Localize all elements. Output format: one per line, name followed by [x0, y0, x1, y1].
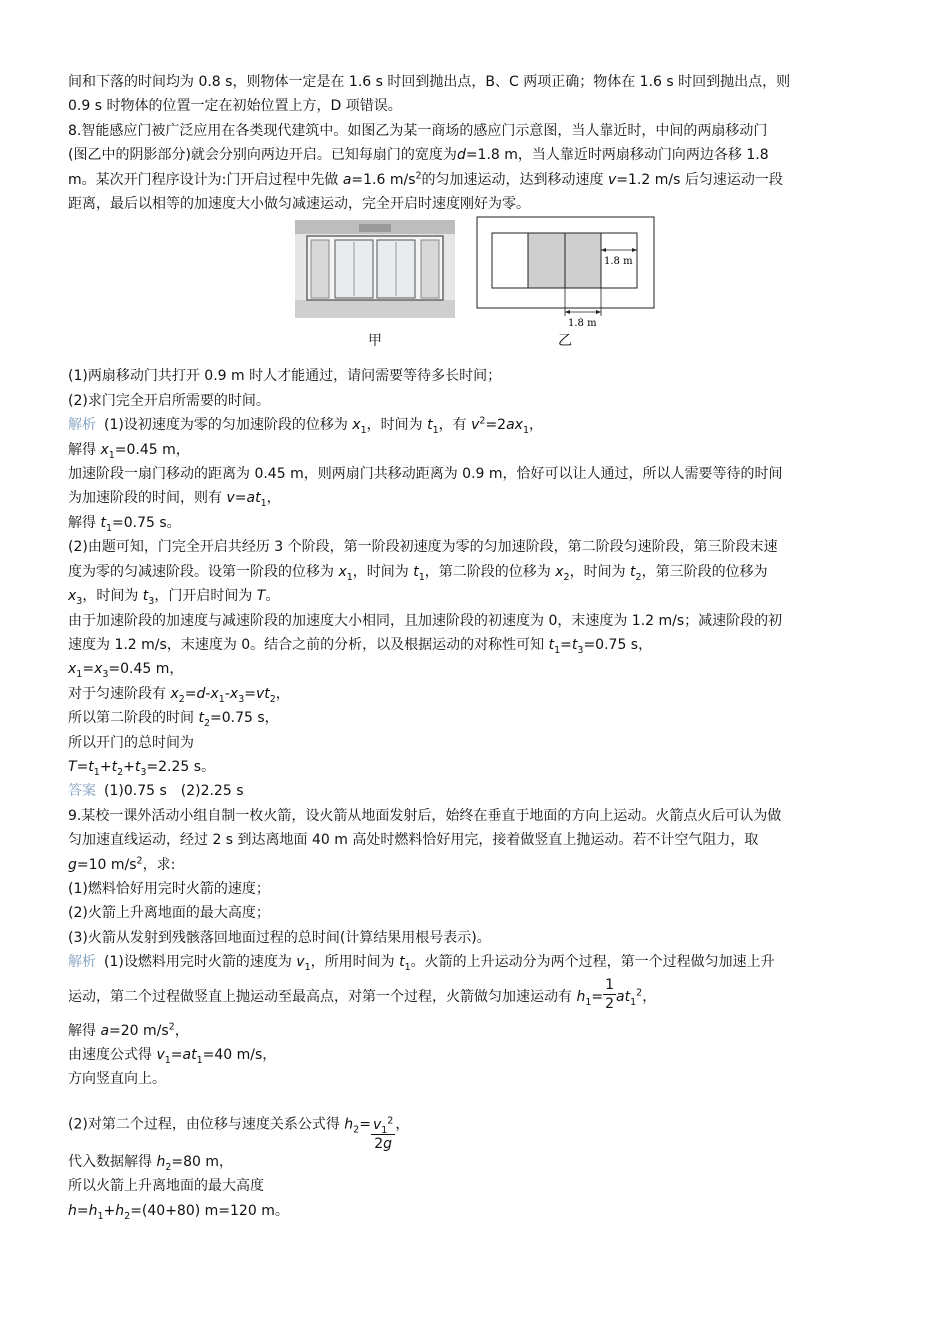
- solution-line: 运动，第二个过程做竖直上抛运动至最高点，对第一个过程，火箭做匀加速运动有 $h_1=$ $\frac{1}{2}$ $at_1^2$，: [68, 977, 657, 1013]
- text-line: 0.9 s 时物体的位置一定在初始位置上方，D 项错误。: [68, 98, 402, 115]
- figure-row: [68, 216, 884, 364]
- sub-question: (3)火箭从发射到残骸落回地面过程的总时间(计算结果用根号表示)。: [68, 929, 491, 946]
- solution-line: 由于加速阶段的加速度与减速阶段的加速度大小相同，且加速阶段的初速度为 0，末速度为 1.2 m/s；减速阶段的初: [68, 612, 783, 629]
- question-9: 9.某校一课外活动小组自制一枚火箭，设火箭从地面发射后，始终在垂直于地面的方向上运动。火箭点火后可认为做: [68, 807, 782, 824]
- answer-line: 答案 (1)0.75 s (2)2.25 s: [68, 783, 244, 800]
- solution-line: 由速度公式得 $v_1=at_1=40$ m/s，: [68, 1047, 277, 1066]
- solution-line: 为加速阶段的时间，则有 $v=at_1$，: [68, 490, 281, 510]
- sub-question: (1)两扇移动门共打开 0.9 m 时人才能通过，请问需要等待多长时间；: [68, 368, 502, 385]
- dim-label: 1.8 m: [604, 256, 633, 268]
- figure-caption-b: 乙: [558, 333, 572, 350]
- solution-line: $x_3$，时间为 $t_3$，门开启时间为 T。: [68, 588, 280, 607]
- text-line: 匀加速直线运动，经过 2 s 到达离地面 40 m 高处时燃料恰好用完，接着做竖直上抛运动。若不计空气阻力，取: [68, 832, 759, 849]
- door-photo: [295, 220, 455, 318]
- fraction: $\frac{v_1^2}{2g}$: [372, 1115, 394, 1152]
- solution-line: 方向竖直向上。: [68, 1071, 166, 1088]
- door-diagram: [476, 216, 656, 338]
- solution-line: 解析 (1)设初速度为零的匀加速阶段的位移为 $x_1$，时间为 $t_1$，有 $v^2=2ax_1$，: [68, 415, 543, 437]
- solution-line: 解得 $x_1=0.45$ m，: [68, 441, 190, 461]
- text-line: (图乙中的阴影部分)就会分别向两边开启。已知每扇门的宽度为d=1.8 m，当人靠近时两扇移动门向两边各移 1.8: [68, 147, 769, 164]
- document-page: [68, 70, 884, 1223]
- figure-caption-a: 甲: [368, 333, 382, 350]
- fraction: $\frac{1}{2}$: [605, 977, 615, 1013]
- sub-question: (2)求门完全开启所需要的时间。: [68, 392, 270, 409]
- solution-line: 所以开门的总时间为: [68, 734, 194, 751]
- text-line: g=10 $m/s^2$，求:: [68, 854, 176, 873]
- dim-label: 1.8 m: [568, 318, 597, 330]
- solution-line: (2)由题可知，门完全开启共经历 3 个阶段，第一阶段初速度为零的匀加速阶段，第二阶段匀速阶段，第三阶段末速: [68, 539, 778, 556]
- solution-line: 解得 $t_1=0.75$ s。: [68, 514, 181, 534]
- solution-line: 加速阶段一扇门移动的距离为 0.45 m，则两扇门共移动距离为 0.9 m，恰好可以让人通过，所以人需要等待的时间: [68, 466, 783, 483]
- solution-line: 对于匀速阶段有 $x_2=d-x_1-x_3=vt_2$，: [68, 685, 290, 705]
- solution-formula: (2)对第二个过程，由位移与速度关系公式得 $h_2=$ $\frac{v_1^2}{2g}$ ，: [68, 1115, 410, 1152]
- solution-line: 所以火箭上升离地面的最大高度: [68, 1178, 264, 1195]
- text-line: 距离，最后以相等的加速度大小做匀减速运动，完全开启时速度刚好为零。: [68, 196, 530, 213]
- sub-question: (2)火箭上升离地面的最大高度；: [68, 905, 270, 922]
- solution-line: $T=t_1+t_2+t_3=2.25$ s。: [68, 758, 216, 778]
- sub-question: (1)燃料恰好用完时火箭的速度；: [68, 880, 270, 897]
- jiexi-label: 解析: [68, 954, 96, 971]
- jiexi-label: 解析: [68, 417, 96, 434]
- solution-line: 速度为 1.2 m/s，末速度为 0。结合之前的分析，以及根据运动的对称性可知 $t_1=t_3=0.75$ s，: [68, 636, 653, 656]
- solution-line: 所以第二阶段的时间 $t_2=0.75$ s，: [68, 710, 279, 729]
- text-line: m。某次开门程序设计为:门开启过程中先做 a=1.6 $m/s^2$的匀加速运动，达到移动速度 v=1.2 m/s 后匀速运动一段: [68, 169, 783, 188]
- daan-label: 答案: [68, 783, 96, 800]
- solution-line: 代入数据解得 $h_2=80$ m，: [68, 1153, 234, 1173]
- question-8: 8.智能感应门被广泛应用在各类现代建筑中。如图乙为某一商场的感应门示意图，当人靠近时，中间的两扇移动门: [68, 122, 768, 139]
- text-line: 间和下落的时间均为 0.8 s，则物体一定是在 1.6 s 时回到抛出点，B、C 两项正确；物体在 1.6 s 时回到抛出点，则: [68, 74, 791, 90]
- solution-line: $h=h_1+h_2=(40+80)$ m=120 m。: [68, 1202, 289, 1222]
- solution-line: 度为零的匀减速阶段。设第一阶段的位移为 $x_1$，时间为 $t_1$，第二阶段的位移为 $x_2$，时间为 $t_2$，第三阶段的位移为: [68, 563, 768, 583]
- solution-line: 解析 (1)设燃料用完时火箭的速度为 $v_1$，所用时间为 $t_1$。火箭的上升运动分为两个过程，第一个过程做匀加速上升: [68, 954, 775, 973]
- solution-line: 解得 a=20 $m/s^2$，: [68, 1020, 189, 1039]
- solution-line: $x_1=x_3=0.45$ m，: [68, 661, 184, 681]
